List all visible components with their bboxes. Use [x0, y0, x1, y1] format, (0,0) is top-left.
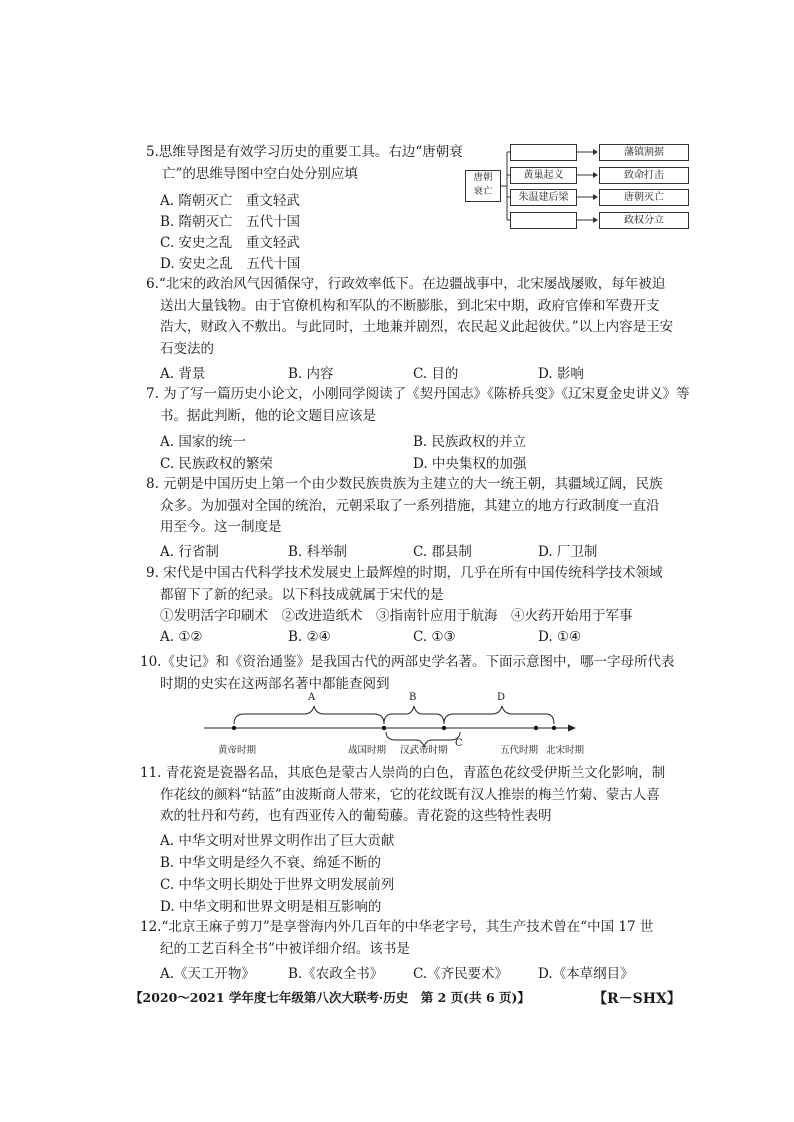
- question-8-line: 8. 元朝是中国历史上第一个由少数民族贵族为主建立的大一统王朝，其疆域辽阔，民族: [146, 476, 663, 492]
- mind-map-left-blank: [510, 212, 577, 229]
- option-a: A.《天工开物》: [160, 966, 256, 982]
- option-d: D. 中央集权的加强: [413, 456, 527, 472]
- timeline-point-label: 北宋时期: [546, 745, 585, 756]
- page-footer: 【2020～2021 学年度七年级第八次大联考·历史 第 2 页(共 6 页)】: [130, 990, 530, 1005]
- question-6-line: 石变法的: [160, 340, 214, 357]
- question-12-line: 纪的工艺百科全书”中被详细介绍。该书是: [160, 940, 410, 957]
- option-b: B. 民族政权的并立: [413, 434, 527, 450]
- mind-map-root: 唐朝 衰亡: [465, 170, 501, 202]
- option-a: A. 隋朝灭亡 重文轻武: [160, 193, 300, 209]
- option-a: A. 背景: [160, 366, 206, 382]
- question-10: [140, 652, 675, 695]
- question-6: [146, 274, 674, 360]
- timeline-point-label: 五代时期: [500, 745, 539, 756]
- question-11: [140, 763, 670, 828]
- timeline-label-c: C: [455, 738, 463, 749]
- question-7-line: 书。据此判断，他的论文题目应该是: [160, 407, 376, 424]
- option-d: D. 影响: [538, 366, 584, 382]
- option-c: C. ①③: [413, 629, 456, 645]
- question-7-line: 7. 为了写一篇历史小论文，小刚同学阅读了《契丹国志》《陈桥兵变》《辽宋夏金史讲义》等: [146, 386, 690, 402]
- question-5-line: 亡”的思维导图中空白处分别应填: [162, 165, 358, 182]
- option-c: C. 安史之乱 重文轻武: [160, 235, 300, 251]
- mind-map-left-box: 朱温建后梁: [510, 189, 577, 206]
- option-c: C. 民族政权的繁荣: [160, 456, 273, 472]
- question-11-line: 欢的牡丹和芍药，也有西亚传入的葡萄藤。青花瓷的这些特性表明: [160, 808, 552, 824]
- mind-map-diagram: [465, 140, 695, 232]
- question-9-line: 都留下了新的纪录。以下科技成就属于宋代的是: [160, 586, 444, 603]
- question-8: [146, 474, 666, 539]
- question-6-line: 6.“北宋的政治风气因循保守，行政效率低下。在边疆战事中，北宋屡战屡败，每年被迫: [146, 276, 666, 292]
- mind-map-right-box: 致命打击: [599, 167, 689, 184]
- option-b: B. 科举制: [288, 544, 348, 560]
- option-a: A. 中华文明对世界文明作出了巨大贡献: [160, 833, 395, 849]
- mind-map-right-box: 政权分立: [599, 212, 689, 229]
- mind-map-left-box: 黄巢起义: [510, 167, 577, 184]
- question-5: [146, 142, 476, 185]
- option-b: B. ②④: [288, 629, 331, 645]
- option-d: D. ①④: [538, 629, 582, 645]
- question-10-line: 时期的史实在这两部名著中都能查阅到: [160, 675, 390, 692]
- question-9: [146, 563, 666, 628]
- option-b: B. 中华文明是经久不衰、绵延不断的: [160, 855, 382, 871]
- mind-map-right-box: 藩镇割据: [599, 144, 689, 161]
- option-c: C. 郡县制: [413, 544, 472, 560]
- question-8-line: 众多。为加强对全国的统治，元朝采取了一系列措施，其建立的地方行政制度一直沿: [160, 497, 660, 514]
- timeline-diagram: [200, 692, 585, 756]
- timeline-point-label: 汉武帝时期: [400, 745, 448, 756]
- question-12-line: 12.“北京王麻子剪刀”是享誉海内外几百年的中华老字号，其生产技术曾在“中国 17 世: [140, 919, 654, 935]
- timeline-label-d: D: [497, 692, 506, 703]
- question-11-line: 11. 青花瓷是瓷器名品，其底色是蒙古人崇尚的白色，青蓝色花纹受伊斯兰文化影响，制: [140, 765, 666, 781]
- timeline-label-a: A: [308, 692, 316, 703]
- timeline-label-b: B: [409, 692, 417, 703]
- question-6-line: 送出大量钱物。由于官僚机构和军队的不断膨胀，到北宋中期，政府官俸和军费开支: [160, 297, 660, 314]
- option-b: B. 内容: [288, 366, 334, 382]
- question-9-statements: ①发明活字印刷术 ②改进造纸术 ③指南针应用于航海 ④火药开始用于军事: [160, 608, 633, 624]
- question-5-line: 5.思维导图是有效学习历史的重要工具。右边“唐朝衰: [146, 144, 463, 160]
- question-8-line: 用至今。这一制度是: [160, 519, 282, 535]
- option-b: B. 隋朝灭亡 五代十国: [160, 214, 301, 230]
- question-7: [146, 384, 690, 427]
- question-11-line: 作花纹的颜料“钴蓝”由波斯商人带来，它的花纹既有汉人推崇的梅兰竹菊、蒙古人喜: [160, 786, 660, 803]
- paper-code: 【R－SHX】: [593, 991, 681, 1007]
- mind-map-right-box: 唐朝灭亡: [599, 189, 689, 206]
- option-a: A. 国家的统一: [160, 434, 246, 450]
- option-b: B.《农政全书》: [288, 966, 384, 982]
- mind-map-left-blank: [510, 144, 577, 161]
- timeline-point-label: 战国时期: [348, 745, 387, 756]
- question-10-line: 10.《史记》和《资治通鉴》是我国古代的两部史学名著。下面示意图中，哪一字母所代表: [140, 654, 675, 670]
- option-a: A. 行省制: [160, 544, 219, 560]
- timeline-point-label: 黄帝时期: [218, 745, 257, 756]
- option-c: C. 中华文明长期处于世界文明发展前列: [160, 877, 395, 893]
- option-d: D. 安史之乱 五代十国: [160, 256, 301, 272]
- option-d: D. 厂卫制: [538, 544, 598, 560]
- question-6-line: 浩大，财政入不敷出。与此同时，土地兼并剧烈，农民起义此起彼伏。”以上内容是王安: [160, 319, 674, 335]
- option-d: D. 中华文明和世界文明是相互影响的: [160, 899, 382, 915]
- question-9-line: 9. 宋代是中国古代科学技术发展史上最辉煌的时期，几乎在所有中国传统科学技术领域: [146, 565, 663, 581]
- option-a: A. ①②: [160, 629, 203, 645]
- option-d: D.《本草纲目》: [538, 966, 634, 982]
- option-c: C. 目的: [413, 366, 459, 382]
- option-c: C.《齐民要术》: [413, 966, 509, 982]
- question-12: [140, 917, 670, 960]
